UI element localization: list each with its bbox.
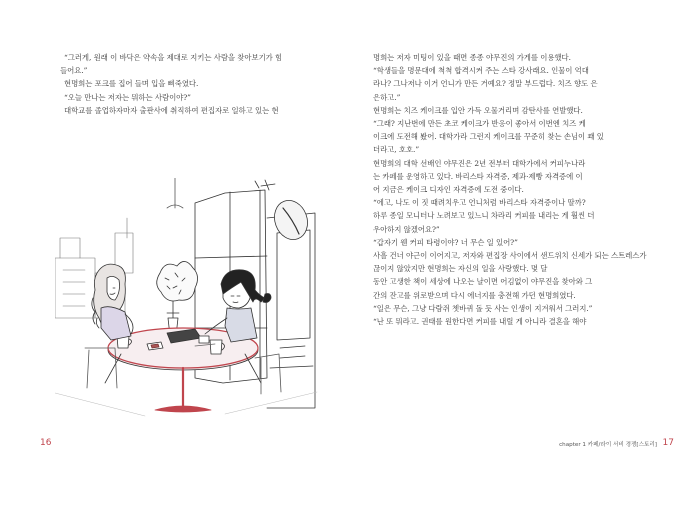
text-line: 들어요.” [60, 66, 88, 76]
text-line: 동안 고생한 책이 세상에 나오는 날이면 어김없이 야무진을 찾아와 그 [373, 277, 593, 287]
text-line: “난 또 뭐라고. 권태를 원한다면 커피를 내릴 게 아니라 결혼을 해야 [373, 317, 587, 327]
text-line: 어 지금은 케이크 디자인 자격증에 도전 중이다. [373, 185, 524, 195]
left-page-text [60, 51, 324, 117]
person-left [92, 264, 133, 340]
text-line: “에고, 나도 이 짓 때려치우고 언니처럼 바리스타 자격증이나 딸까? [373, 198, 586, 208]
page-number: 17 [662, 438, 674, 448]
text-line: “오늘 만나는 저자는 뭐하는 사람이야?” [64, 92, 191, 102]
text-line: “일은 무슨, 그냥 다람쥐 쳇바퀴 돌 듯 사는 인생이 지겨워서 그러지.” [373, 303, 593, 313]
text-line: 명희는 저자 미팅이 있을 때면 종종 야무진의 가게를 이용했다. [373, 53, 571, 62]
text-line: 은하고.” [373, 92, 401, 102]
text-line: 현명희는 치즈 케이크를 입안 가득 오물거리며 감탄사를 연발했다. [373, 105, 583, 115]
text-line: 현명희는 포크를 집어 들며 입을 삐죽였다. [64, 79, 199, 89]
text-line: 더라고, 호호.” [373, 145, 420, 155]
text-line: 라나? 그나저나 이거 언니가 만든 거예요? 정말 부드럽다. 치즈 향도 은 [373, 79, 598, 89]
text-line: 현명희의 대학 선배인 야무진은 2년 전부터 대학가에서 커피누나라 [373, 158, 586, 168]
text-line: 이크에 도전해 봤어. 대학가라 그런지 케이크를 꾸준히 찾는 손님이 꽤 있 [373, 132, 604, 142]
right-page [350, 0, 700, 511]
text-line: 우아하지 않겠어요?” [373, 224, 440, 234]
running-head: chapter 1 카페/라이 서비 경쟁[스토리] [559, 442, 657, 448]
text-line: 사흘 건너 야근이 이어지고, 저자와 편집장 사이에서 샌드위치 신세가 되는 스트레스가 끊이지 않았지만 현명희는 자신의 일을 사랑했다. 몇 달 [373, 251, 647, 274]
page-number: 16 [40, 438, 52, 448]
text-line: 하루 종일 모니터나 노려보고 있느니 차라리 커피를 내리는 게 훨씬 더 [373, 211, 595, 221]
cafe-illustration [55, 178, 325, 423]
plant [157, 261, 198, 336]
floor-tiles [55, 392, 317, 416]
coffee-bean-logo [255, 180, 313, 244]
right-page-text [373, 51, 649, 328]
text-line: 는 카페를 운영하고 있다. 바리스타 자격증, 제과·제빵 자격증에 이 [373, 171, 583, 181]
text-line: 대학교를 졸업하자마자 출판사에 취직하여 편집자로 일하고 있는 현 [64, 105, 279, 115]
hanging-lamp [167, 178, 183, 208]
text-line: “갑자기 웬 커피 타령이야? 너 무슨 일 있어?” [373, 237, 518, 247]
text-line: 간의 잔고를 위로받으며 다시 에너지를 충전해 가던 현명희였다. [373, 290, 576, 300]
text-line: “그러게, 원래 이 바닥은 약속을 제대로 지키는 사람을 찾아보기가 힘 [64, 53, 283, 62]
text-line: “학생들을 명문대에 척척 합격시켜 주는 스타 강사래요. 인물이 억대 [373, 66, 589, 76]
text-line: “그래? 지난번에 만든 초코 케이크가 반응이 좋아서 이번엔 치즈 케 [373, 119, 586, 129]
